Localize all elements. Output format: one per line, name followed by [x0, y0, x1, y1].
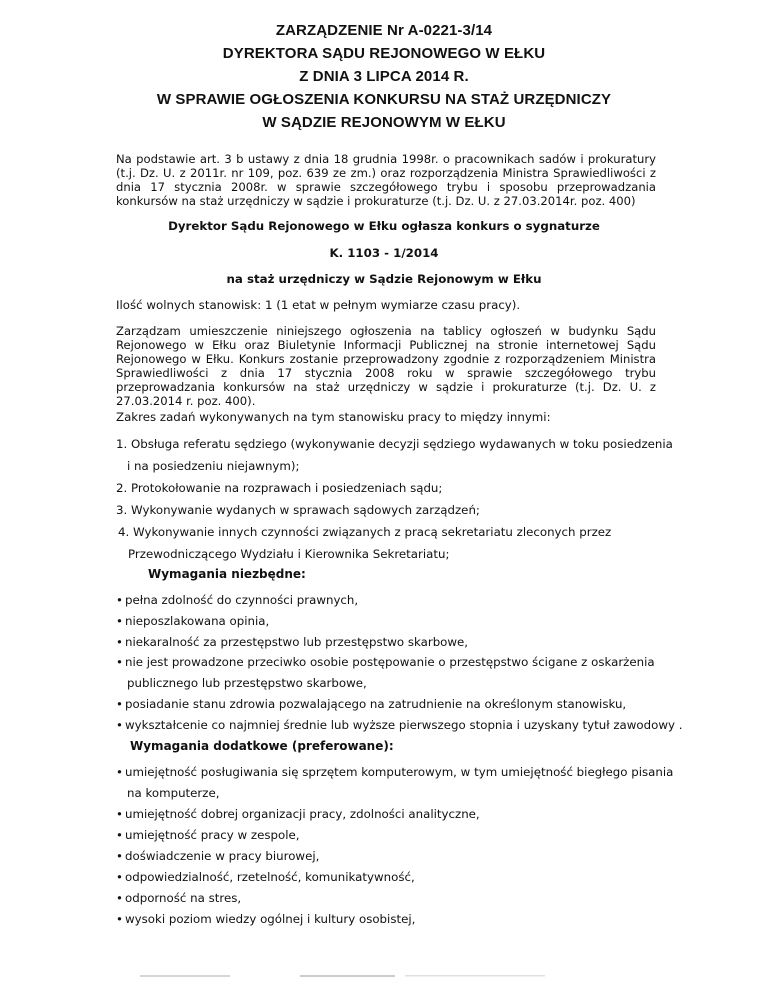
bullet-icon: • [116, 870, 123, 884]
publication-paragraph: Zarządzam umieszczenie niniejszego ogłoszenia na tablicy ogłoszeń w budynku Sądu Rejonowego w Ełku oraz Biuletynie Informacji Publicznej na stronie internetowej Sądu Rejonowego w Ełku. Konkurs zostanie przeprowadzony zgodnie z rozporządzeniem Ministra Sprawiedliwości z dnia 17 stycznia 2008 roku w sprawie szczegółowego trybu przeprowadzania konkursów na staż urzędniczy w sądzie i prokuraturze (t.j. Dz. U. z 27.03.2014 r. poz. 400). [116, 324, 656, 408]
bullet-icon: • [116, 849, 123, 863]
additional-item-1: • umiejętność posługiwania się sprzętem komputerowym, w tym umiejętność biegłego pisania [116, 765, 674, 779]
scan-noise-mark [405, 973, 545, 979]
announcement-line: Dyrektor Sądu Rejonowego w Ełku ogłasza konkurs o sygnaturze [168, 219, 600, 233]
document-title-line-4: W SPRAWIE OGŁOSZENIA KONKURSU NA STAŻ URZĘDNICZY [156, 91, 612, 108]
task-item-1: 1. Obsługa referatu sędziego (wykonywanie decyzji sędziego wydawanych w toku posiedzenia [116, 437, 673, 451]
required-item-4: • nie jest prowadzone przeciwko osobie postępowanie o przestępstwo ścigane z oskarżenia [116, 655, 655, 669]
bullet-icon: • [116, 807, 123, 821]
additional-item-6: • odporność na stres, [116, 891, 242, 905]
additional-item-3: • umiejętność pracy w zespole, [116, 828, 300, 842]
required-item-4-continued: publicznego lub przestępstwo skarbowe, [127, 676, 367, 690]
additional-item-5: • odpowiedzialność, rzetelność, komunikatywność, [116, 870, 415, 884]
additional-item-7: • wysoki poziom wiedzy ogólnej i kultury osobistej, [116, 912, 416, 926]
scan-noise-mark [300, 973, 395, 979]
required-item-3: • niekaralność za przestępstwo lub przestępstwo skarbowe, [116, 635, 469, 649]
required-heading: Wymagania niezbędne: [148, 567, 306, 581]
additional-heading: Wymagania dodatkowe (preferowane): [130, 739, 394, 753]
additional-item-1-continued: na komputerze, [127, 786, 220, 800]
document-title-line-2: DYREKTORA SĄDU REJONOWEGO W EŁKU [222, 45, 546, 62]
task-item-3: 3. Wykonywanie wydanych w sprawach sądowych zarządzeń; [116, 503, 480, 517]
required-item-6: • wykształcenie co najmniej średnie lub wyższe pierwszego stopnia i uzyskany tytuł zawodowy . [116, 718, 683, 732]
required-item-5: • posiadanie stanu zdrowia pozwalającego na zatrudnienie na określonym stanowisku, [116, 697, 627, 711]
bullet-icon: • [116, 828, 123, 842]
bullet-icon: • [116, 593, 123, 607]
task-item-1-continued: i na posiedzeniu niejawnym); [127, 459, 300, 473]
task-item-4-continued: Przewodniczącego Wydziału i Kierownika Sekretariatu; [128, 547, 450, 561]
additional-item-2: • umiejętność dobrej organizacji pracy, zdolności analityczne, [116, 807, 480, 821]
bullet-icon: • [116, 912, 123, 926]
bullet-icon: • [116, 635, 123, 649]
tasks-intro: Zakres zadań wykonywanych na tym stanowisku pracy to między innymi: [116, 410, 551, 424]
position-line: na staż urzędniczy w Sądzie Rejonowym w Ełku [226, 272, 542, 286]
required-item-1: • pełna zdolność do czynności prawnych, [116, 593, 359, 607]
scan-noise-mark [140, 973, 230, 979]
bullet-icon: • [116, 765, 123, 779]
bullet-icon: • [116, 891, 123, 905]
bullet-icon: • [116, 614, 123, 628]
bullet-icon: • [116, 697, 123, 711]
vacancies-line: Ilość wolnych stanowisk: 1 (1 etat w pełnym wymiarze czasu pracy). [116, 298, 521, 312]
bullet-icon: • [116, 718, 123, 732]
additional-item-4: • doświadczenie w pracy biurowej, [116, 849, 320, 863]
task-item-4: 4. Wykonywanie innych czynności związanych z pracą sekretariatu zleconych przez [118, 525, 612, 539]
document-title-line-1: ZARZĄDZENIE Nr A-0221-3/14 [275, 22, 493, 39]
required-item-2: • nieposzlakowana opinia, [116, 614, 270, 628]
document-title-line-3: Z DNIA 3 LIPCA 2014 R. [299, 68, 469, 85]
bullet-icon: • [116, 655, 123, 669]
legal-basis-paragraph: Na podstawie art. 3 b ustawy z dnia 18 grudnia 1998r. o pracownikach sadów i prokuratury (t.j. Dz. U. z 2011r. nr 109, poz. 639 ze zm.) oraz rozporządzenia Ministra Sprawiedliwości z dnia 17 stycznia 2008r. w sprawie szczegółowego trybu i sposobu przeprowadzania konkursów na staż urzędniczy w sądzie i prokuraturze (t.j. Dz. U. z 27.03.2014r. poz. 400) [116, 152, 656, 208]
document-title-line-5: W SĄDZIE REJONOWYM W EŁKU [262, 114, 506, 131]
contest-signature: K. 1103 - 1/2014 [329, 246, 439, 260]
task-item-2: 2. Protokołowanie na rozprawach i posiedzeniach sądu; [116, 481, 443, 495]
